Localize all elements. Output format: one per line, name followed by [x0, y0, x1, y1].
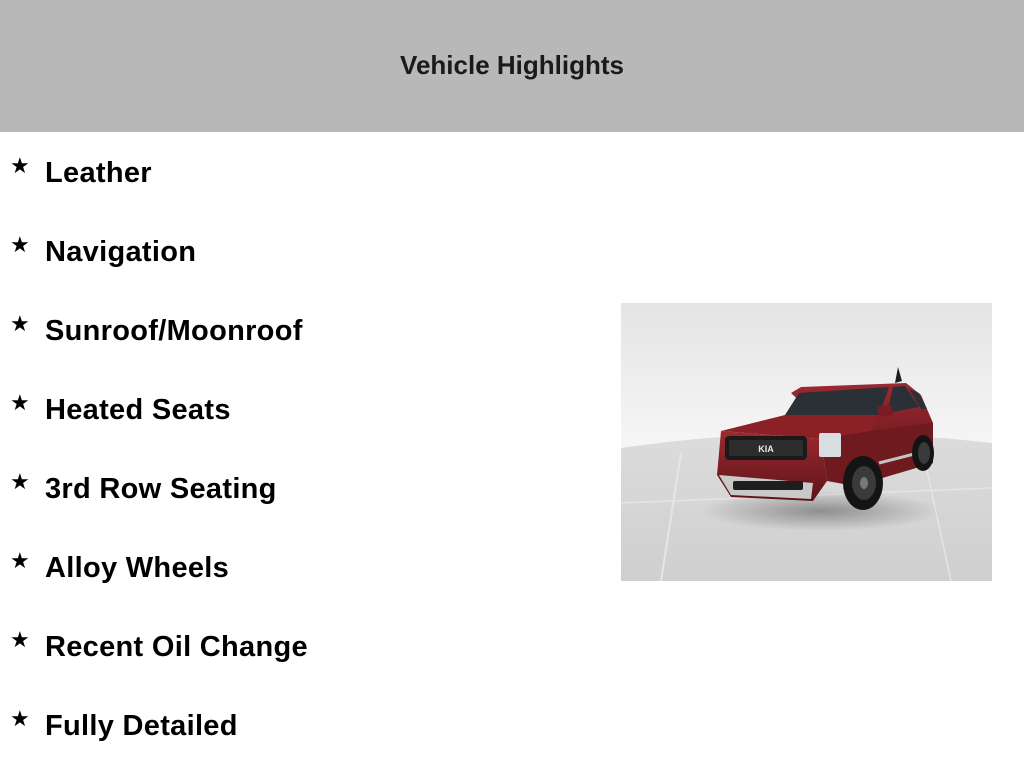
list-item: [0, 211, 600, 290]
list-item: [0, 290, 600, 369]
star-icon: ★: [10, 154, 30, 179]
car-rear-wheel: [912, 435, 934, 471]
car-front-wheel: [843, 456, 883, 510]
star-icon: ★: [10, 707, 30, 732]
svg-text:KIA: KIA: [758, 444, 774, 454]
list-item: [0, 606, 600, 685]
feature-label: Leather: [45, 157, 152, 189]
feature-label: Sunroof/Moonroof: [45, 315, 303, 347]
feature-label: Recent Oil Change: [45, 631, 308, 663]
star-icon: ★: [10, 628, 30, 653]
page-title: Vehicle Highlights: [400, 49, 624, 80]
list-item: [0, 448, 600, 527]
feature-label: Heated Seats: [45, 394, 231, 426]
feature-label: Navigation: [45, 236, 197, 268]
feature-label: 3rd Row Seating: [45, 473, 277, 505]
list-item: [0, 685, 600, 764]
feature-label: Fully Detailed: [45, 710, 238, 742]
star-icon: ★: [10, 470, 30, 495]
star-icon: ★: [10, 549, 30, 574]
star-icon: ★: [10, 391, 30, 416]
star-icon: ★: [10, 233, 30, 258]
vehicle-photo[interactable]: [621, 303, 992, 581]
star-icon: ★: [10, 312, 30, 337]
page-header: [0, 0, 1024, 132]
list-item: [0, 369, 600, 448]
list-item: [0, 132, 600, 211]
list-item: [0, 527, 600, 606]
feature-label: Alloy Wheels: [45, 552, 230, 584]
highlights-list: [0, 132, 600, 764]
